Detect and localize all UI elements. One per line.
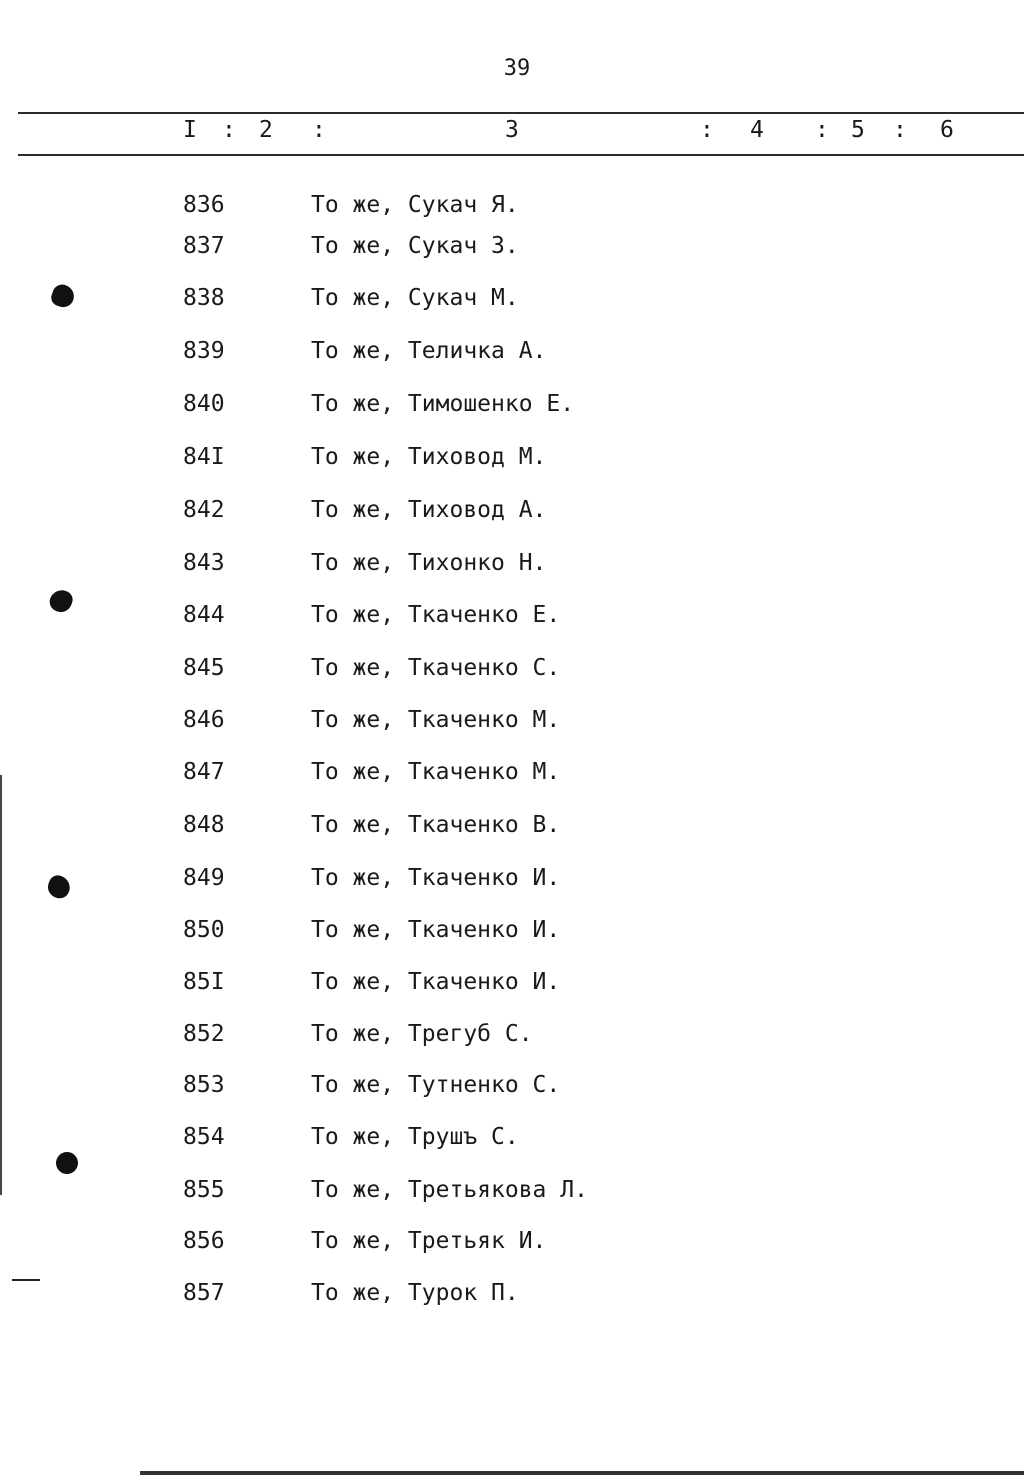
row-number: 844 [183,602,225,628]
row-description: То же, Ткаченко Е. [311,602,561,628]
row-number: 854 [183,1124,225,1150]
row-number: 840 [183,391,225,417]
row-description: То же, Тиховод А. [311,497,547,523]
header-rule-top [18,112,1024,114]
row-number: 85I [183,969,225,995]
row-number: 847 [183,759,225,785]
row-description: То же, Трегуб С. [311,1021,533,1047]
row-description: То же, Ткаченко М. [311,707,561,733]
column-separator: : [700,117,714,143]
row-description: То же, Теличка А. [311,338,547,364]
row-description: То же, Ткаченко И. [311,865,561,891]
table-row [0,391,1024,431]
column-header-3: 3 [505,117,519,143]
column-header-2: 2 [259,117,273,143]
row-number: 84I [183,444,225,470]
row-number: 850 [183,917,225,943]
table-row [0,1124,1024,1164]
row-number: 852 [183,1021,225,1047]
table-row [0,285,1024,325]
table-row [0,1228,1024,1268]
table-row [0,759,1024,799]
table-row [0,444,1024,484]
row-number: 846 [183,707,225,733]
row-number: 853 [183,1072,225,1098]
table-row [0,707,1024,747]
table-row [0,1177,1024,1217]
table-row [0,602,1024,642]
table-row [0,1072,1024,1112]
row-number: 838 [183,285,225,311]
column-separator: : [893,117,907,143]
column-separator: : [222,117,236,143]
row-description: То же, Третьякова Л. [311,1177,588,1203]
row-description: То же, Сукач Я. [311,192,519,218]
row-description: То же, Ткаченко И. [311,917,561,943]
column-separator: : [312,117,326,143]
row-number: 845 [183,655,225,681]
table-row [0,1021,1024,1061]
table-row [0,497,1024,537]
column-separator: : [815,117,829,143]
row-description: То же, Ткаченко С. [311,655,561,681]
row-description: То же, Тутненко С. [311,1072,561,1098]
table-row [0,917,1024,957]
row-number: 839 [183,338,225,364]
column-header-5: 5 [851,117,865,143]
row-description: То же, Трушъ С. [311,1124,519,1150]
row-description: То же, Турок П. [311,1280,519,1306]
row-description: То же, Сукач З. [311,233,519,259]
row-description: То же, Ткаченко М. [311,759,561,785]
table-row [0,550,1024,590]
margin-tick-mark [12,1279,40,1281]
row-description: То же, Третьяк И. [311,1228,547,1254]
page-number: 39 [503,56,531,81]
row-number: 857 [183,1280,225,1306]
row-description: То же, Тихонко Н. [311,550,547,576]
table-row [0,192,1024,232]
row-number: 836 [183,192,225,218]
row-description: То же, Ткаченко В. [311,812,561,838]
row-number: 849 [183,865,225,891]
table-row [0,969,1024,1009]
row-description: То же, Тиховод М. [311,444,547,470]
row-description: То же, Ткаченко И. [311,969,561,995]
row-description: То же, Сукач М. [311,285,519,311]
row-description: То же, Тимошенко Е. [311,391,575,417]
row-number: 848 [183,812,225,838]
table-row [0,865,1024,905]
column-header-6: 6 [940,117,954,143]
row-number: 855 [183,1177,225,1203]
row-number: 837 [183,233,225,259]
scan-left-edge [0,775,2,1195]
column-header-4: 4 [750,117,764,143]
row-number: 843 [183,550,225,576]
table-row [0,1280,1024,1320]
row-number: 856 [183,1228,225,1254]
table-row [0,655,1024,695]
row-number: 842 [183,497,225,523]
table-row [0,338,1024,378]
table-row [0,812,1024,852]
column-header-1: I [183,117,197,143]
scan-bottom-edge [140,1471,1024,1475]
table-row [0,233,1024,273]
header-rule-bottom [18,154,1024,156]
